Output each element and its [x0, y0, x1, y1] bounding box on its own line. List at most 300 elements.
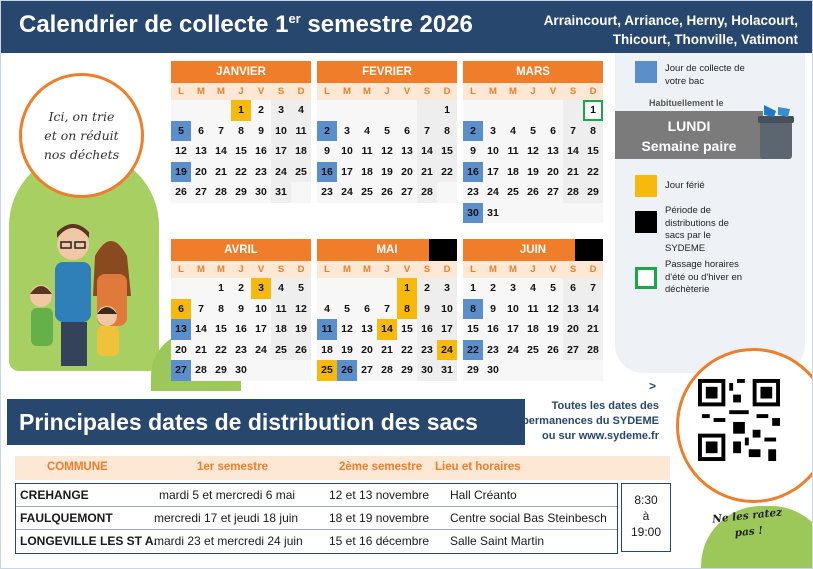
- trash-bin-icon: [756, 103, 796, 161]
- empty-day-cell: [563, 203, 583, 224]
- day-cell: 23: [487, 343, 499, 356]
- day-cell: 16: [417, 319, 437, 340]
- day-cell: 30: [487, 364, 499, 376]
- day-cell: 5: [171, 121, 191, 142]
- empty-day-cell: [543, 100, 563, 121]
- hours-to: 19:00: [630, 525, 662, 539]
- weekday-label: V: [251, 261, 271, 278]
- day-cell: 6: [404, 124, 410, 137]
- weekday-label: V: [397, 261, 417, 278]
- day-cell: 24: [255, 343, 267, 356]
- day-cell: 7: [417, 121, 437, 142]
- day-cell: 25: [291, 162, 311, 183]
- col-semestre-1: 1er semestre: [197, 461, 268, 473]
- day-cell: 2: [463, 121, 483, 142]
- row-semestre-2: 18 et 19 novembre: [329, 511, 430, 525]
- legend-bac-label: Jour de collecte de votre bac: [665, 63, 745, 87]
- day-cell: 16: [487, 323, 499, 335]
- week-row: [171, 100, 311, 121]
- day-cell: 5: [344, 302, 350, 315]
- table-row: [16, 530, 617, 553]
- day-cell: 28: [583, 340, 603, 361]
- communes-list: [544, 11, 798, 49]
- empty-day-cell: [291, 360, 311, 381]
- hours-box: [621, 483, 671, 552]
- legend-dechetterie-swatch: [635, 267, 657, 289]
- week-row: [463, 203, 603, 224]
- month-avril: [171, 239, 311, 381]
- day-cell: 26: [527, 186, 539, 198]
- weekday-label: M: [211, 261, 231, 278]
- day-cell: 27: [171, 360, 191, 381]
- empty-day-cell: [377, 278, 397, 299]
- empty-day-cell: [337, 100, 357, 121]
- empty-day-cell: [503, 360, 523, 381]
- day-cell: 14: [195, 323, 207, 335]
- day-cell: 10: [507, 302, 519, 315]
- day-cell: 29: [467, 364, 479, 376]
- day-cell: 29: [215, 364, 227, 376]
- empty-day-cell: [523, 203, 543, 224]
- empty-day-cell: [377, 100, 397, 121]
- week-row: [317, 162, 457, 183]
- empty-day-cell: [271, 360, 291, 381]
- empty-day-cell: [191, 100, 211, 121]
- legend-sydeme-swatch: [635, 211, 657, 233]
- day-cell: 6: [563, 278, 583, 299]
- day-cell: 14: [417, 141, 437, 162]
- day-cell: 24: [487, 186, 499, 198]
- page-title: Calendrier de collecte 1er semestre 2026: [19, 11, 473, 38]
- day-cell: 22: [235, 165, 247, 178]
- legend-ferie-swatch: [635, 175, 657, 197]
- day-cell: 1: [470, 282, 476, 294]
- day-cell: 5: [384, 124, 390, 137]
- day-cell: 28: [381, 364, 393, 376]
- month-fevrier: [317, 61, 457, 203]
- day-cell: 1: [397, 278, 417, 299]
- day-cell: 17: [437, 319, 457, 340]
- day-cell: 7: [583, 278, 603, 299]
- day-cell: 1: [583, 100, 603, 121]
- day-cell: 2: [258, 104, 264, 116]
- day-cell: 4: [271, 278, 291, 299]
- day-cell: 4: [364, 124, 370, 137]
- slogan-line-1: Ici, on trie: [48, 109, 115, 124]
- empty-day-cell: [317, 100, 337, 121]
- week-row: [463, 360, 603, 381]
- day-cell: 19: [547, 323, 559, 335]
- day-cell: 1: [218, 282, 224, 294]
- weekday-label: V: [397, 83, 417, 100]
- day-cell: 15: [401, 323, 413, 335]
- day-cell: 16: [317, 162, 337, 183]
- empty-day-cell: [463, 100, 483, 121]
- day-cell: 16: [235, 323, 247, 335]
- week-row: [463, 182, 603, 203]
- weekday-label: M: [337, 83, 357, 100]
- legend-sydeme-label: Période de distributions de sacs par le SYDEME: [665, 205, 729, 254]
- row-lieu: Centre social Bas Steinbesch: [450, 511, 607, 525]
- weekday-label: D: [583, 261, 603, 278]
- empty-day-cell: [523, 360, 543, 381]
- day-cell: 12: [381, 145, 393, 157]
- weekday-label: J: [523, 83, 543, 100]
- week-row: [463, 299, 603, 320]
- distribution-table-header: [15, 456, 670, 480]
- day-cell: 19: [341, 343, 353, 356]
- sydeme-period-marker: [429, 239, 457, 261]
- weekday-label: M: [211, 83, 231, 100]
- empty-day-cell: [523, 100, 543, 121]
- week-row: [171, 278, 311, 299]
- day-cell: 6: [198, 124, 204, 137]
- day-cell: 2: [417, 278, 437, 299]
- weekday-label: L: [463, 83, 483, 100]
- day-cell: 9: [470, 145, 476, 157]
- weekday-label: L: [171, 83, 191, 100]
- day-cell: 10: [487, 145, 499, 157]
- weekday-label: M: [503, 261, 523, 278]
- weekday-row: [463, 261, 603, 278]
- day-cell: 20: [195, 165, 207, 178]
- day-cell: 24: [341, 186, 353, 198]
- day-cell: 25: [507, 186, 519, 198]
- empty-day-cell: [397, 100, 417, 121]
- week-row: [171, 141, 311, 162]
- day-cell: 23: [235, 343, 247, 356]
- collection-day-box: [615, 111, 763, 159]
- empty-day-cell: [211, 100, 231, 121]
- day-cell: 9: [238, 302, 244, 315]
- empty-day-cell: [583, 360, 603, 381]
- table-row: [16, 484, 617, 507]
- week-row: [317, 340, 457, 361]
- weekday-row: [171, 83, 311, 100]
- weekday-label: V: [251, 83, 271, 100]
- day-cell: 9: [324, 145, 330, 157]
- legend-dechetterie-label: Passage horaires d'été ou d'hiver en déchèterie: [665, 259, 743, 295]
- weekday-label: M: [191, 83, 211, 100]
- month-mars: [463, 61, 603, 223]
- weekday-label: L: [317, 261, 337, 278]
- hours-to-word: à: [642, 509, 650, 523]
- day-cell: 19: [171, 162, 191, 183]
- day-cell: 17: [487, 165, 499, 178]
- day-cell: 21: [583, 319, 603, 340]
- day-cell: 19: [527, 165, 539, 178]
- row-semestre-1: mercredi 17 et jeudi 18 juin: [154, 511, 299, 525]
- permanences-arrow: >: [649, 379, 657, 393]
- day-cell: 8: [437, 121, 457, 142]
- week-row: [463, 278, 603, 299]
- legend-ferie-label: Jour férié: [665, 180, 705, 191]
- habitually-label: Habituellement le: [649, 98, 724, 108]
- weekday-label: L: [463, 261, 483, 278]
- row-lieu: Salle Saint Martin: [450, 534, 545, 548]
- row-commune: CREHANGE: [20, 488, 89, 502]
- weekday-label: L: [171, 261, 191, 278]
- weekday-label: S: [563, 83, 583, 100]
- empty-day-cell: [543, 203, 563, 224]
- day-cell: 8: [218, 302, 224, 315]
- day-cell: 20: [563, 319, 583, 340]
- day-cell: 25: [361, 186, 373, 198]
- day-cell: 28: [195, 364, 207, 376]
- week-row: [463, 100, 603, 121]
- day-cell: 17: [507, 323, 519, 335]
- day-cell: 10: [271, 121, 291, 142]
- day-cell: 2: [490, 282, 496, 294]
- day-cell: 22: [463, 340, 483, 361]
- month-janvier: [171, 61, 311, 203]
- weekday-label: D: [291, 83, 311, 100]
- week-row: [463, 141, 603, 162]
- weekday-label: J: [231, 261, 251, 278]
- week-row: [171, 340, 311, 361]
- empty-day-cell: [503, 100, 523, 121]
- day-cell: 26: [337, 360, 357, 381]
- week-row: [317, 319, 457, 340]
- month-title: AVRIL: [171, 239, 311, 261]
- day-cell: 18: [527, 323, 539, 335]
- empty-day-cell: [437, 182, 457, 203]
- week-row: [317, 299, 457, 320]
- week-row: [463, 121, 603, 142]
- day-cell: 5: [530, 124, 536, 137]
- empty-day-cell: [191, 278, 211, 299]
- day-cell: 11: [507, 145, 519, 157]
- day-cell: 17: [341, 165, 353, 178]
- day-cell: 13: [563, 299, 583, 320]
- day-cell: 27: [195, 186, 207, 198]
- day-cell: 10: [341, 145, 353, 157]
- day-cell: 30: [463, 203, 483, 224]
- day-cell: 3: [344, 124, 350, 137]
- row-lieu: Hall Créanto: [450, 488, 517, 502]
- month-title: MARS: [463, 61, 603, 83]
- day-cell: 7: [563, 121, 583, 142]
- day-cell: 27: [361, 364, 373, 376]
- weekday-label: M: [357, 261, 377, 278]
- day-cell: 10: [255, 302, 267, 315]
- day-cell: 30: [255, 186, 267, 198]
- day-cell: 22: [215, 343, 227, 356]
- sydeme-period-marker: [575, 239, 603, 261]
- weekday-label: D: [437, 83, 457, 100]
- day-cell: 13: [547, 145, 559, 157]
- empty-day-cell: [357, 278, 377, 299]
- day-cell: 28: [417, 182, 437, 203]
- weekday-label: M: [503, 83, 523, 100]
- weekday-label: M: [357, 83, 377, 100]
- col-commune: COMMUNE: [47, 461, 108, 473]
- communes-line-2: Thicourt, Thonville, Vatimont: [612, 32, 798, 47]
- day-cell: 11: [361, 145, 373, 157]
- week-row: [317, 100, 457, 121]
- weekday-label: M: [191, 261, 211, 278]
- day-cell: 14: [563, 141, 583, 162]
- row-semestre-2: 12 et 13 novembre: [329, 488, 430, 502]
- qr-code-icon[interactable]: [698, 379, 780, 461]
- day-cell: 27: [401, 186, 413, 198]
- day-cell: 23: [417, 340, 437, 361]
- month-title: JANVIER: [171, 61, 311, 83]
- day-cell: 12: [527, 145, 539, 157]
- day-cell: 13: [401, 145, 413, 157]
- day-cell: 29: [401, 364, 413, 376]
- bottom-slogan: Ne les ratez pas !: [711, 506, 783, 540]
- day-cell: 6: [171, 299, 191, 320]
- day-cell: 26: [547, 343, 559, 356]
- empty-day-cell: [483, 100, 503, 121]
- weekday-label: J: [523, 261, 543, 278]
- week-row: [171, 299, 311, 320]
- day-cell: 19: [291, 319, 311, 340]
- day-cell: 9: [258, 124, 264, 137]
- permanences-link[interactable]: Toutes les dates des permanences du SYDEME ou sur www.sydeme.fr: [522, 400, 659, 442]
- day-cell: 20: [361, 343, 373, 356]
- week-row: [317, 278, 457, 299]
- day-cell: 3: [510, 282, 516, 294]
- day-cell: 31: [487, 206, 499, 219]
- row-semestre-1: mardi 5 et mercredi 6 mai: [159, 488, 296, 502]
- day-cell: 6: [550, 124, 556, 137]
- day-cell: 18: [271, 319, 291, 340]
- weekday-label: J: [377, 83, 397, 100]
- day-cell: 28: [563, 182, 583, 203]
- day-cell: 11: [527, 302, 539, 315]
- day-cell: 23: [321, 186, 333, 198]
- weekday-label: M: [483, 261, 503, 278]
- week-row: [317, 360, 457, 381]
- day-cell: 20: [547, 165, 559, 178]
- table-row: [16, 507, 617, 530]
- day-cell: 19: [381, 165, 393, 178]
- day-cell: 8: [238, 124, 244, 137]
- day-cell: 14: [377, 319, 397, 340]
- empty-day-cell: [291, 182, 311, 203]
- weekday-row: [317, 83, 457, 100]
- day-cell: 24: [507, 343, 519, 356]
- slogan-line-3: nos déchets: [43, 147, 120, 162]
- empty-day-cell: [171, 278, 191, 299]
- empty-day-cell: [417, 100, 437, 121]
- weekday-label: J: [377, 261, 397, 278]
- day-cell: 31: [271, 182, 291, 203]
- month-title: MAI: [317, 239, 457, 261]
- day-cell: 2: [317, 121, 337, 142]
- day-cell: 20: [175, 343, 187, 356]
- week-row: [171, 182, 311, 203]
- day-cell: 15: [235, 145, 247, 157]
- week-row: [317, 182, 457, 203]
- weekday-label: S: [417, 261, 437, 278]
- empty-day-cell: [317, 278, 337, 299]
- day-cell: 1: [231, 100, 251, 121]
- weekday-row: [463, 83, 603, 100]
- day-cell: 13: [195, 145, 207, 157]
- week-row: [171, 360, 311, 381]
- day-cell: 17: [271, 141, 291, 162]
- day-cell: 21: [215, 165, 227, 178]
- empty-day-cell: [503, 203, 523, 224]
- day-cell: 31: [437, 360, 457, 381]
- day-cell: 17: [255, 323, 267, 335]
- day-cell: 3: [251, 278, 271, 299]
- day-cell: 9: [417, 299, 437, 320]
- day-cell: 7: [198, 302, 204, 315]
- empty-day-cell: [251, 360, 271, 381]
- day-cell: 30: [417, 360, 437, 381]
- day-cell: 4: [291, 100, 311, 121]
- weekday-label: J: [231, 83, 251, 100]
- day-cell: 2: [238, 282, 244, 294]
- day-cell: 14: [215, 145, 227, 157]
- day-cell: 18: [321, 343, 333, 356]
- day-cell: 7: [218, 124, 224, 137]
- slogan-circle: [19, 73, 144, 198]
- day-cell: 18: [507, 165, 519, 178]
- day-cell: 22: [437, 162, 457, 183]
- week-row: [171, 319, 311, 340]
- day-cell: 21: [417, 162, 437, 183]
- row-semestre-2: 15 et 16 décembre: [329, 534, 430, 548]
- month-mai: [317, 239, 457, 381]
- day-cell: 6: [364, 302, 370, 315]
- day-cell: 25: [527, 343, 539, 356]
- day-cell: 11: [291, 121, 311, 142]
- day-cell: 26: [381, 186, 393, 198]
- empty-day-cell: [583, 203, 603, 224]
- week-row: [463, 340, 603, 361]
- weekday-label: S: [563, 261, 583, 278]
- day-cell: 15: [437, 141, 457, 162]
- weekday-label: D: [437, 261, 457, 278]
- weekday-label: L: [317, 83, 337, 100]
- row-commune: FAULQUEMONT: [20, 511, 113, 525]
- day-cell: 5: [291, 278, 311, 299]
- col-semestre-2: 2ème semestre: [339, 461, 423, 473]
- week-row: [317, 121, 457, 142]
- weekday-label: S: [271, 261, 291, 278]
- day-cell: 9: [490, 302, 496, 315]
- family-illustration: [11, 216, 151, 376]
- weekday-label: D: [291, 261, 311, 278]
- day-cell: 12: [341, 323, 353, 335]
- day-cell: 12: [175, 145, 187, 157]
- week-row: [317, 141, 457, 162]
- day-cell: 28: [215, 186, 227, 198]
- weekday-label: S: [417, 83, 437, 100]
- weekday-row: [171, 261, 311, 278]
- day-cell: 18: [361, 165, 373, 178]
- day-cell: 21: [381, 343, 393, 356]
- col-lieu: Lieu et horaires: [435, 461, 521, 473]
- day-cell: 18: [291, 141, 311, 162]
- day-cell: 23: [467, 186, 479, 198]
- row-commune: LONGEVILLE LES ST A.: [20, 534, 157, 548]
- day-cell: 23: [255, 165, 267, 178]
- day-cell: 27: [563, 340, 583, 361]
- day-cell: 22: [401, 343, 413, 356]
- day-cell: 13: [361, 323, 373, 335]
- collection-week-type: Semaine paire: [641, 138, 737, 154]
- day-cell: 11: [317, 319, 337, 340]
- week-row: [463, 162, 603, 183]
- empty-day-cell: [563, 100, 583, 121]
- day-cell: 25: [271, 340, 291, 361]
